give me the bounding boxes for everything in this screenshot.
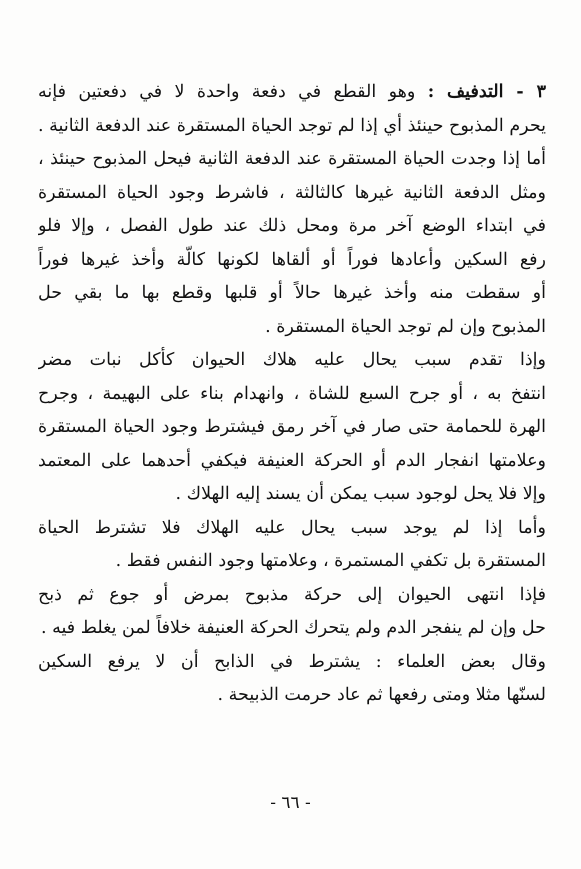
body-text xyxy=(38,76,546,713)
text-line: فإذا انتهى الحيوان إلى حركة مذبوح بمرض أو جوع ثم ذبح xyxy=(38,584,546,605)
text-line: وأما إذا لم يوجد سبب يحال عليه الهلاك فلا تشترط الحياة xyxy=(38,517,546,538)
text-line: أو سقطت منه وأخذ غيرها حالاً أو قلبها وقطع بها ما بقي حل xyxy=(38,283,546,303)
text-line: انتفخ به ، أو جرح السبع للشاة ، وانهدام بناء على البهيمة ، وجرح xyxy=(38,383,546,404)
text-line: وعلامتها انفجار الدم أو الحركة العنيفة فيكفي أحدهما على المعتمد xyxy=(38,450,546,471)
page-number: - ٦٦ - xyxy=(270,793,311,813)
text-line xyxy=(38,76,546,110)
text-line: وقال بعض العلماء : يشترط في الذابح أن لا يرفع السكين xyxy=(38,651,546,672)
text-line: في ابتداء الوضع آخر مرة ومحل ذلك عند طول الفصل ، وإلا فلو xyxy=(38,216,546,236)
text-line: وإذا تقدم سبب يحال عليه هلاك الحيوان كأكل نبات مضر xyxy=(38,350,546,370)
text-line: الهرة للحمامة حتى صار في آخر رمق فيشترط وجود الحياة المستقرة xyxy=(38,417,546,437)
text-line: رفع السكين وأعادها فوراً أو ألقاها لكونها كالّة وأخذ غيرها فوراً xyxy=(38,249,546,270)
text-line: ومثل الدفعة الثانية غيرها كالثالثة ، فاشرط وجود الحياة المستقرة xyxy=(38,182,546,203)
text-line: أما إذا وجدت الحياة المستقرة عند الدفعة الثانية فيحل المذبوح حينئذ ، xyxy=(38,149,546,169)
text-line-rest: وهو القطع في دفعة واحدة لا في دفعتين فإنه xyxy=(38,82,428,102)
text-line: المذبوح وإن لم توجد الحياة المستقرة . xyxy=(265,316,546,337)
text-line: لسنّها مثلا ومتى رفعها ثم عاد حرمت الذبيحة . xyxy=(217,685,546,705)
text-line: المستقرة بل تكفي المستمرة ، وعلامتها وجود النفس فقط . xyxy=(115,551,546,571)
text-line: حل وإن لم ينفجر الدم ولم يتحرك الحركة العنيفة خلافاً لمن يغلط فيه . xyxy=(41,618,546,638)
section-heading: ٣ - التدفيف : xyxy=(427,82,546,102)
text-line: وإلا فلا يحل لوجود سبب يمكن أن يسند إليه الهلاك . xyxy=(175,484,546,504)
text-line: يحرم المذبوح حينئذ أي إذا لم توجد الحياة المستقرة عند الدفعة الثانية . xyxy=(38,115,546,136)
